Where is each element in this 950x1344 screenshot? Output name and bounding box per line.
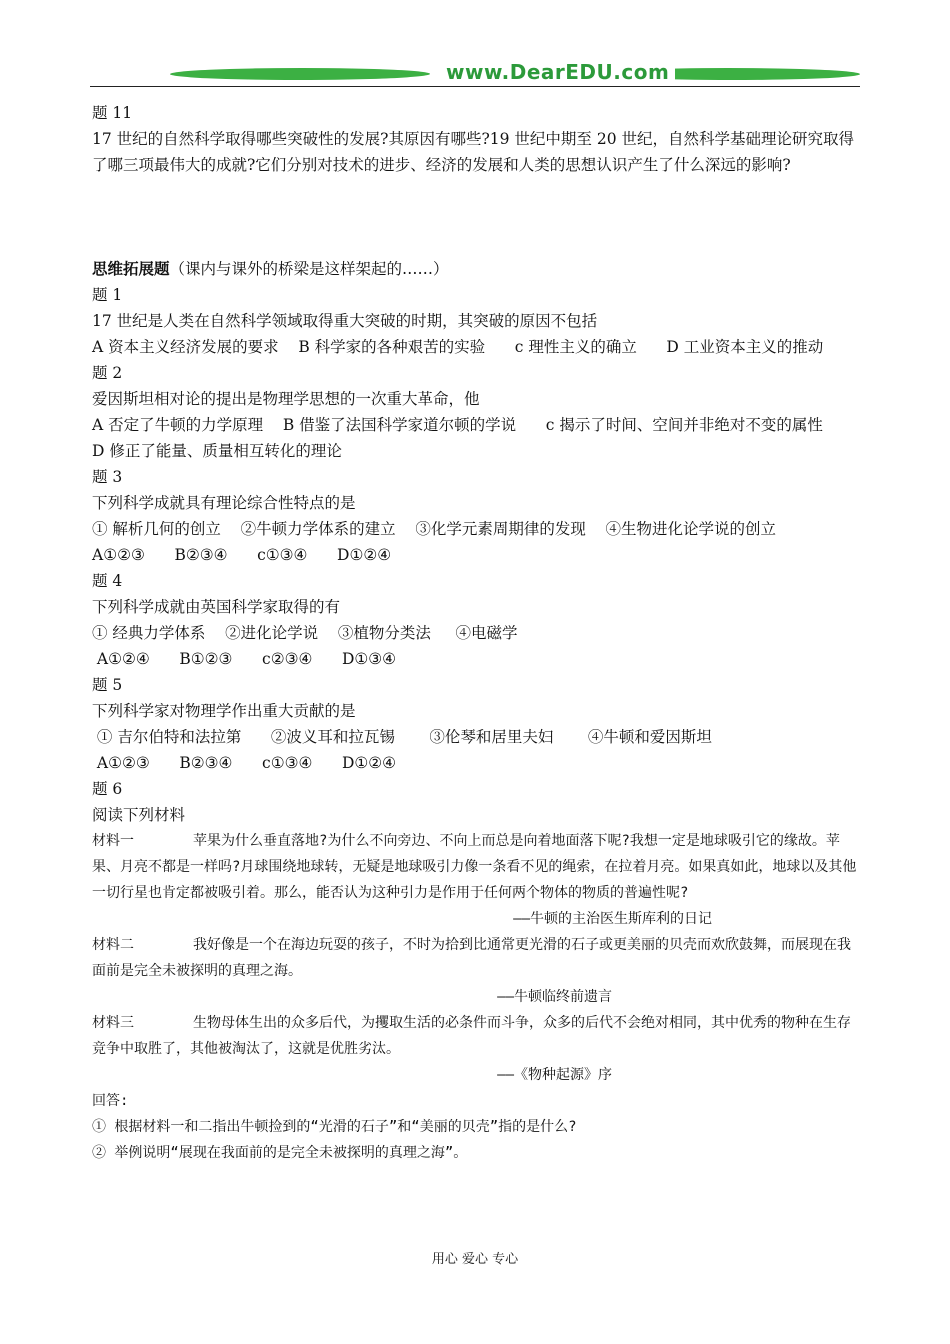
material-3 bbox=[92, 1010, 862, 1062]
question-1-label: 题 1 bbox=[92, 286, 123, 304]
site-logo[interactable]: www.DearEDU.com bbox=[440, 60, 675, 84]
material-1-label: 材料一 bbox=[92, 833, 134, 849]
question-11-text: 17 世纪的自然科学取得哪些突破性的发展?其原因有哪些?19 世纪中期至 20 世纪，自然科学基础理论研究取得了哪三项最伟大的成就?它们分别对技术的进步、经济的发展和人类的思想认识产生了什么深远的影响? bbox=[92, 130, 855, 174]
answer-label: 回答: bbox=[92, 1093, 129, 1109]
question-1-options: A 资本主义经济发展的要求 B 科学家的各种艰苦的实验 c 理性主义的确立 D 工业资本主义的推动 bbox=[92, 338, 824, 356]
question-4-choices: A①②④ B①②③ c②③④ D①③④ bbox=[92, 650, 397, 668]
question-2-options: A 否定了牛顿的力学原理 B 借鉴了法国科学家道尔顿的学说 c 揭示了时间、空间并非绝对不变的属性 D 修正了能量、质量相互转化的理论 bbox=[92, 416, 853, 460]
material-2-label: 材料二 bbox=[92, 937, 134, 953]
question-6-label: 题 6 bbox=[92, 780, 123, 798]
material-1 bbox=[92, 828, 862, 906]
answer-question-1: ① 根据材料一和二指出牛顿捡到的“光滑的石子”和“美丽的贝壳”指的是什么? bbox=[92, 1119, 577, 1135]
question-5-label: 题 5 bbox=[92, 676, 123, 694]
page-footer: 用心 爱心 专心 bbox=[431, 1252, 519, 1267]
left-leaf-decoration bbox=[168, 68, 432, 80]
header-rule bbox=[90, 86, 860, 87]
section-heading bbox=[92, 256, 862, 282]
question-4-items: ① 经典力学体系 ②进化论学说 ③植物分类法 ④电磁学 bbox=[92, 624, 518, 642]
page-header bbox=[90, 60, 860, 90]
question-3-stem: 下列科学成就具有理论综合性特点的是 bbox=[92, 494, 356, 512]
material-1-source: ——牛顿的主治医生斯库利的日记 bbox=[513, 911, 712, 927]
question-3-label: 题 3 bbox=[92, 468, 123, 486]
question-5-items: ① 吉尔伯特和法拉第 ②波义耳和拉瓦锡 ③伦琴和居里夫妇 ④牛顿和爱因斯坦 bbox=[92, 728, 712, 746]
answer-question-2: ② 举例说明“展现在我面前的是完全未被探明的真理之海”。 bbox=[92, 1145, 468, 1161]
section-subtitle: （课内与课外的桥梁是这样架起的……） bbox=[169, 260, 449, 278]
material-2-source: ——牛顿临终前遗言 bbox=[497, 989, 612, 1005]
material-1-text: 苹果为什么垂直落地?为什么不向旁边、不向上而总是向着地面落下呢?我想一定是地球吸引它的缘故。苹果、月亮不都是一样吗?月球围绕地球转，无疑是地球吸引力像一条看不见的绳索，在拉着月亮。如果真如此，地球以及其他一切行星也肯定都被吸引着。那么，能否认为这种引力是作用于任何两个物体的物质的普遍性呢? bbox=[92, 833, 857, 901]
question-4-stem: 下列科学成就由英国科学家取得的有 bbox=[92, 598, 341, 616]
document-body bbox=[92, 100, 862, 1166]
question-11-label: 题 11 bbox=[92, 104, 133, 122]
question-2-label: 题 2 bbox=[92, 364, 123, 382]
question-6-stem: 阅读下列材料 bbox=[92, 806, 186, 824]
material-3-label: 材料三 bbox=[92, 1015, 134, 1031]
question-1-stem: 17 世纪是人类在自然科学领域取得重大突破的时期，其突破的原因不包括 bbox=[92, 312, 598, 330]
question-5-choices: A①②③ B②③④ c①③④ D①②④ bbox=[92, 754, 397, 772]
question-4-label: 题 4 bbox=[92, 572, 123, 590]
question-2-stem: 爱因斯坦相对论的提出是物理学思想的一次重大革命，他 bbox=[92, 390, 480, 408]
material-2 bbox=[92, 932, 862, 984]
material-3-text: 生物母体生出的众多后代，为攫取生活的必条件而斗争，众多的后代不会绝对相同，其中优秀的物种在生存竞争中取胜了，其他被淘汰了，这就是优胜劣汰。 bbox=[92, 1015, 852, 1057]
question-3-choices: A①②③ B②③④ c①③④ D①②④ bbox=[92, 546, 392, 564]
material-3-source: ——《物种起源》序 bbox=[497, 1067, 612, 1083]
material-2-text: 我好像是一个在海边玩耍的孩子，不时为拾到比通常更光滑的石子或更美丽的贝壳而欢欣鼓舞，而展现在我面前是完全未被探明的真理之海。 bbox=[92, 937, 852, 979]
section-title: 思维拓展题 bbox=[92, 259, 170, 278]
question-5-stem: 下列科学家对物理学作出重大贡献的是 bbox=[92, 702, 356, 720]
question-3-items: ① 解析几何的创立 ②牛顿力学体系的建立 ③化学元素周期律的发现 ④生物进化论学说的创立 bbox=[92, 520, 777, 538]
